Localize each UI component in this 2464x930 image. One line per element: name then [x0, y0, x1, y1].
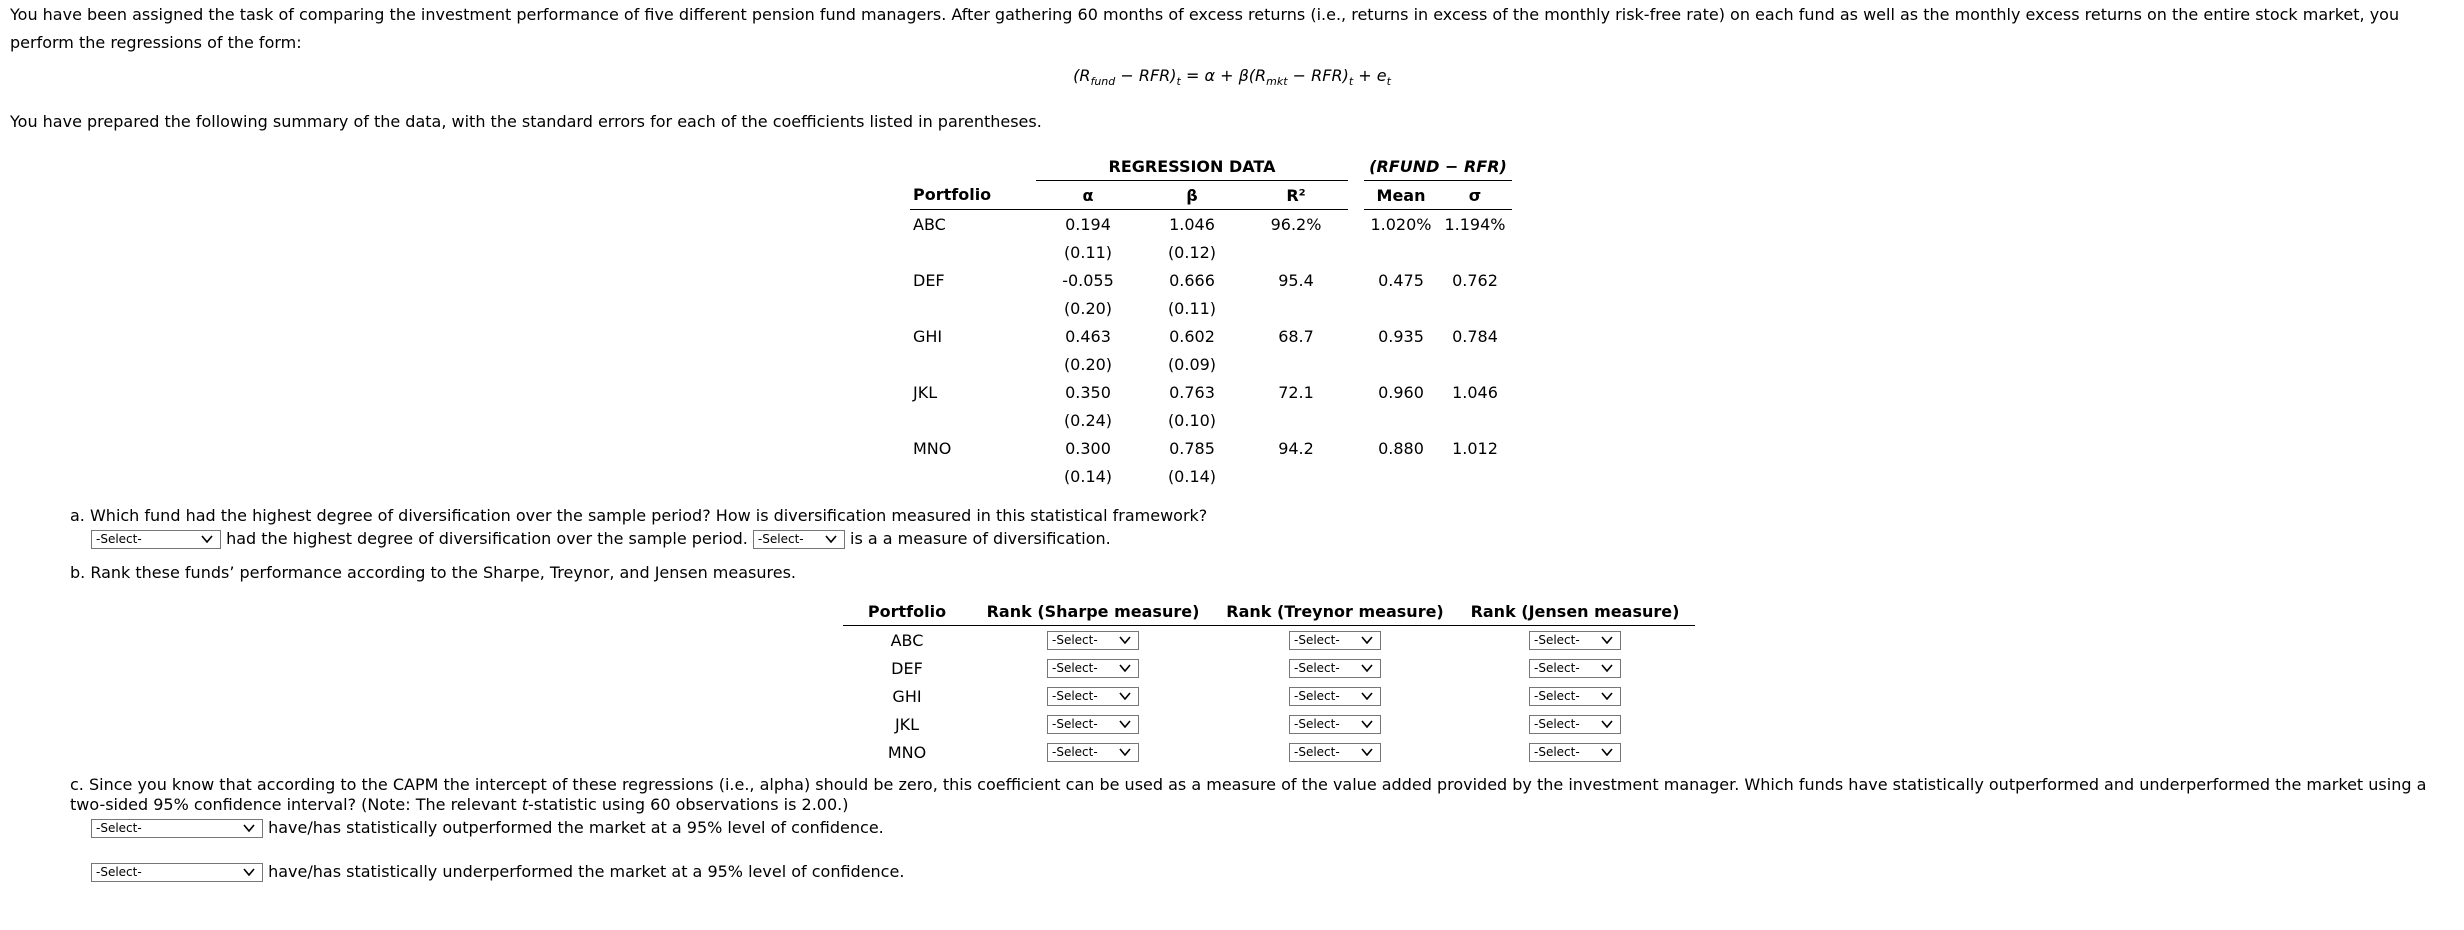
chevron-down-icon	[1360, 745, 1374, 759]
intro-paragraph: You have been assigned the task of comparing the investment performance of five different pension fund managers. After gathering 60 months of excess returns (i.e., returns in excess of the monthly risk-free rate) on each fund as well as the monthly excess returns on the entire stock market, you perform the regressions of the form:	[10, 5, 2400, 52]
chevron-down-icon	[1360, 717, 1374, 731]
rank-col-treynor: Rank (Treynor measure)	[1215, 597, 1455, 626]
question-a: a. Which fund had the highest degree of diversification over the sample period? How is diversification measured in this statistical framework?	[70, 506, 1208, 525]
excess-return-header: (RFUND − RFR)	[1364, 152, 1512, 181]
table-row: JKL 0.350 0.763 72.1 0.960 1.046	[913, 382, 1498, 402]
col-alpha: α	[1036, 181, 1140, 210]
table-row-se: (0.20) (0.11)	[1063, 298, 1217, 318]
col-mean: Mean	[1364, 181, 1438, 210]
sharpe-rank-select[interactable]: -Select-	[1047, 715, 1139, 734]
chevron-down-icon	[1118, 661, 1132, 675]
diversification-measure-select[interactable]: -Select-	[753, 530, 845, 549]
chevron-down-icon	[1600, 689, 1614, 703]
table-row: ABC 0.194 1.046 96.2% 1.020% 1.194%	[913, 214, 1506, 234]
chevron-down-icon	[1118, 717, 1132, 731]
question-c: c. Since you know that according to the CAPM the intercept of these regressions (i.e., alpha) should be zero, this coefficient can be used as a measure of the value added provided by the investment manager. Which funds have statistically outperformed and underperformed the market using a two-sided 95% confidence interval? (Note: The relevant t-statistic using 60 observations is 2.00.)	[70, 775, 2427, 814]
fund-diversification-select[interactable]: -Select-	[91, 530, 221, 549]
table-row: ABC -Select- -Select- -Select-	[843, 626, 1695, 655]
chevron-down-icon	[1118, 633, 1132, 647]
col-portfolio: Portfolio	[910, 181, 1036, 210]
table-row: GHI -Select- -Select- -Select-	[843, 682, 1695, 710]
col-beta: β	[1140, 181, 1244, 210]
question-a-answer-row: -Select- had the highest degree of diversification over the sample period. -Select- is a a measure of diversification.	[91, 529, 1111, 549]
outperformed-funds-select[interactable]: -Select-	[91, 819, 263, 838]
chevron-down-icon	[1360, 633, 1374, 647]
jensen-rank-select[interactable]: -Select-	[1529, 743, 1621, 762]
table-row-se: (0.11) (0.12)	[1063, 242, 1217, 262]
summary-paragraph: You have prepared the following summary of the data, with the standard errors for each of the coefficients listed in parentheses.	[10, 112, 1042, 131]
regression-equation: $(R_{fund} - RFR)_t = \alpha + \beta(R_{mkt} - RFR)_t + e_t$	[1073, 66, 1391, 89]
table-row-se: (0.14) (0.14)	[1063, 466, 1217, 486]
question-c-underperform-row: -Select- have/has statistically underperformed the market at a 95% level of confidence.	[91, 862, 904, 882]
jensen-rank-select[interactable]: -Select-	[1529, 659, 1621, 678]
rank-col-jensen: Rank (Jensen measure)	[1455, 597, 1695, 626]
sharpe-rank-select[interactable]: -Select-	[1047, 743, 1139, 762]
chevron-down-icon	[1600, 717, 1614, 731]
sharpe-rank-select[interactable]: -Select-	[1047, 659, 1139, 678]
treynor-rank-select[interactable]: -Select-	[1289, 659, 1381, 678]
chevron-down-icon	[1360, 661, 1374, 675]
chevron-down-icon	[1360, 689, 1374, 703]
sharpe-rank-select[interactable]: -Select-	[1047, 631, 1139, 650]
table-row: MNO 0.300 0.785 94.2 0.880 1.012	[913, 438, 1498, 458]
chevron-down-icon	[242, 821, 256, 835]
underperformed-funds-select[interactable]: -Select-	[91, 863, 263, 882]
jensen-rank-select[interactable]: -Select-	[1529, 631, 1621, 650]
sharpe-rank-select[interactable]: -Select-	[1047, 687, 1139, 706]
jensen-rank-select[interactable]: -Select-	[1529, 715, 1621, 734]
treynor-rank-select[interactable]: -Select-	[1289, 631, 1381, 650]
rank-table	[843, 597, 1695, 766]
col-r2: R²	[1244, 181, 1348, 210]
rank-col-sharpe: Rank (Sharpe measure)	[971, 597, 1215, 626]
chevron-down-icon	[1600, 661, 1614, 675]
regression-table	[910, 152, 1512, 490]
chevron-down-icon	[1118, 745, 1132, 759]
table-row: MNO -Select- -Select- -Select-	[843, 738, 1695, 766]
table-row-se: (0.24) (0.10)	[1063, 410, 1217, 430]
chevron-down-icon	[200, 532, 214, 546]
treynor-rank-select[interactable]: -Select-	[1289, 687, 1381, 706]
jensen-rank-select[interactable]: -Select-	[1529, 687, 1621, 706]
chevron-down-icon	[824, 532, 838, 546]
chevron-down-icon	[242, 865, 256, 879]
table-row: DEF -0.055 0.666 95.4 0.475 0.762	[913, 270, 1498, 290]
table-row: GHI 0.463 0.602 68.7 0.935 0.784	[913, 326, 1498, 346]
table-row-se: (0.20) (0.09)	[1063, 354, 1217, 374]
question-b: b. Rank these funds’ performance according to the Sharpe, Treynor, and Jensen measures.	[70, 563, 796, 582]
treynor-rank-select[interactable]: -Select-	[1289, 743, 1381, 762]
col-sigma: σ	[1438, 181, 1512, 210]
table-row: JKL -Select- -Select- -Select-	[843, 710, 1695, 738]
regression-data-header: REGRESSION DATA	[1036, 152, 1348, 181]
chevron-down-icon	[1118, 689, 1132, 703]
chevron-down-icon	[1600, 633, 1614, 647]
question-c-outperform-row: -Select- have/has statistically outperformed the market at a 95% level of confidence.	[91, 818, 884, 838]
treynor-rank-select[interactable]: -Select-	[1289, 715, 1381, 734]
rank-col-portfolio: Portfolio	[843, 597, 971, 626]
chevron-down-icon	[1600, 745, 1614, 759]
table-row: DEF -Select- -Select- -Select-	[843, 654, 1695, 682]
